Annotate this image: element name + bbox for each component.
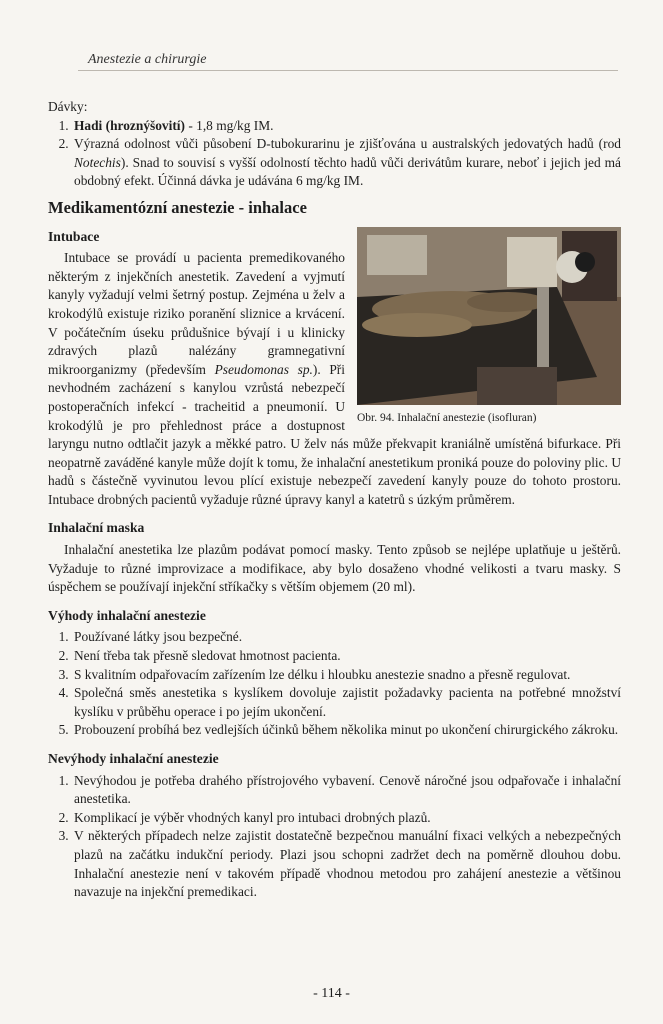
list-item: 3. S kvalitním odpařovacím zařízením lze délku i hloubku anestezie snadno a přesně regulovat.: [72, 666, 621, 685]
dose-species: Hadi (hroznýšovití): [74, 117, 185, 133]
dose-text: Výrazná odolnost vůči působení D-tubokurarinu je zjišťována u australských jedovatých hadů (rod: [74, 136, 621, 152]
nevyhody-heading: Nevýhody inhalační anestezie: [48, 751, 219, 766]
dose-item: [72, 117, 621, 136]
bacteria-name: Pseudomonas sp.: [214, 361, 313, 377]
maska-heading: Inhalační maska: [48, 520, 145, 536]
section-title: Medikamentózní anestezie - inhalace: [48, 197, 307, 217]
nevyhody-list: [48, 772, 621, 902]
page-content: [48, 98, 621, 902]
header-rule: [78, 70, 618, 71]
list-item: 3. V některých případech nelze zajistit dostatečně bezpečnou manuální fixaci velkých a nebezpečných plazů na začátku indukční periody. Plazi jsou schopni zadržet dech na poměrně dlouhou dobu. Inhalační anestezie není v takovém případě vhodnou metodou pro zahájení anestezie a většinou navazuje na injekční premedikaci.: [72, 827, 621, 901]
list-item: 5. Probouzení probíhá bez vedlejších účinků během několika minut po ukončení chirurgického zákroku.: [72, 721, 621, 740]
figure-photo: [357, 227, 621, 405]
list-item: 2. Komplikací je výběr vhodných kanyl pro intubaci drobných plazů.: [72, 809, 621, 828]
dose-text: ). Snad to souvisí s vyšší odolností těchto hadů vůči derivátům kurare, neboť i jejich jed má obdobný efekt. Účinná dávka je udávána 6 mg/kg IM.: [74, 154, 621, 189]
figure-caption: Obr. 94. Inhalační anestezie (isofluran): [357, 412, 537, 425]
dose-item: [72, 135, 621, 191]
list-item: 4. Společná směs anestetika s kyslíkem dovoluje zajistit požadavky pacienta na potřebné množství kyslíku v průběhu operace i po jejím ukončení.: [72, 684, 621, 721]
figure: [357, 227, 621, 426]
intubace-heading: Intubace: [48, 228, 100, 244]
genus-name: Notechis: [74, 154, 121, 170]
running-title: Anestezie a chirurgie: [88, 52, 207, 67]
list-item: 1. Nevýhodou je potřeba drahého přístrojového vybavení. Cenově náročné jsou odpařovače i inhalační anestetika.: [72, 772, 621, 809]
doses-list: [48, 117, 621, 191]
dose-value: - 1,8 mg/kg IM.: [184, 117, 274, 133]
intubace-text: ). Při nevhodném zacházení s kanylou vzrůstá nebezpečí postoperačních infekcí - tracheitid a pneumonií. U krokodýlů je pro přehlednost práce a dostupnost laryngu nutno odtlačit jazyk a měkké patro. U želv nás může překvapit kraniálně umístěná bifurkace. Při neopatrně zaváděné kanyle může dojít k tomu, že inhalační anestetikum proniká pouze do poloviny plic. U hadů s částečně vyvinutou levou plící existuje nebezpečí zavedení kanyly pouze do tohoto prostoru. Intubace drobných pacientů vyžaduje různé úpravy kanyl a katetrů s úzkým průměrem.: [48, 361, 621, 507]
vyhody-heading: Výhody inhalační anestezie: [48, 607, 206, 623]
maska-paragraph: Inhalační anestetika lze plazům podávat pomocí masky. Tento způsob se nejlépe uplatňuje u ještěrů. Vyžaduje to různé improvizace a modifikace, aby bylo dosaženo vhodné velikosti a tvaru masky. S úspěchem se používají injekční stříkačky s větším objemem (20 ml).: [48, 542, 621, 595]
vyhody-list: [48, 628, 621, 740]
intubace-text: Intubace se provádí u pacienta premedikovaného některým z injekčních anestetik. Zavedení a vyjmutí kanyly vyžadují velmi šetrný postup. Zejména u želv a krokodýlů existuje riziko poranění sliznice a krvácení. V počátečním úseku průdušnice bývají i u klinicky zdravých plazů nalézány gramnegativní mikroorganizmy (především: [48, 250, 345, 377]
list-item: 1. Používané látky jsou bezpečné.: [72, 628, 621, 647]
page-number: - 114 -: [313, 986, 350, 1001]
doses-label: Dávky:: [48, 99, 88, 114]
list-item: 2. Není třeba tak přesně sledovat hmotnost pacienta.: [72, 647, 621, 666]
